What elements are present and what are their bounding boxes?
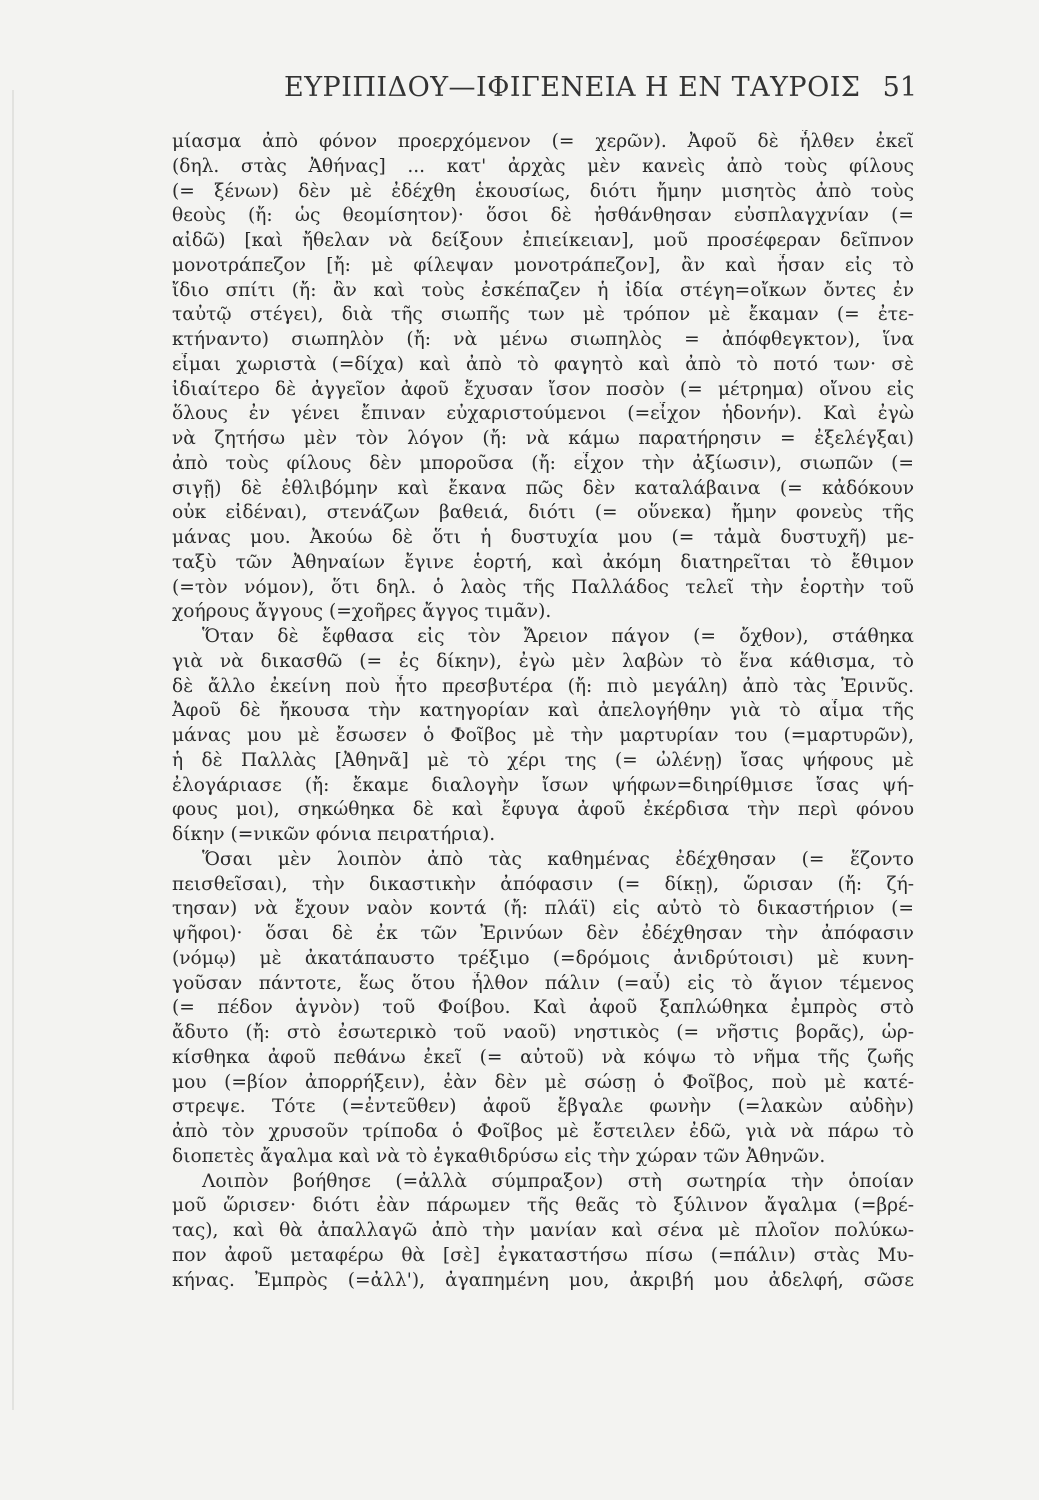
text-line: θεοὺς (ἤ: ὡς θεομίσητον)· ὅσοι δὲ ἠσθάνθησαν εὐσπλαγχνίαν (= bbox=[172, 205, 914, 227]
text-line: Ἀφοῦ δὲ ἤκουσα τὴν κατηγορίαν καὶ ἀπελογήθην γιὰ τὸ αἷμα τῆς bbox=[172, 700, 914, 722]
text-line: σιγῇ) δὲ ἐθλιβόμην καὶ ἔκανα πῶς δὲν καταλάβαινα (= κἀδόκουν bbox=[172, 477, 914, 499]
page-edge bbox=[12, 90, 14, 1410]
text-line: τας), καὶ θὰ ἀπαλλαγῶ ἀπὸ τὴν μανίαν καὶ σένα μὲ πλοῖον πολύκω- bbox=[172, 1220, 914, 1241]
text-line: μάνας μου. Ἀκούω δὲ ὅτι ἡ δυστυχία μου (= τἀμὰ δυστυχῆ) με- bbox=[172, 527, 914, 548]
text-line: μου (=βίον ἀπορρήξειν), ἐὰν δὲν μὲ σώσῃ ὁ Φοῖβος, ποὺ μὲ κατέ- bbox=[172, 1071, 914, 1093]
body-text bbox=[172, 130, 914, 1293]
text-line: τησαν) νὰ ἔχουν ναὸν κοντά (ἤ: πλάϊ) εἰς αὐτὸ τὸ δικαστήριον (= bbox=[172, 898, 914, 920]
text-line: ἄδυτο (ἤ: στὸ ἐσωτερικὸ τοῦ ναοῦ) νηστικὸς (= νῆστις βορᾶς), ὡρ- bbox=[172, 1022, 914, 1043]
text-line: πον ἀφοῦ μεταφέρω θὰ [σὲ] ἐγκαταστήσω πίσω (=πάλιν) στὰς Μυ- bbox=[172, 1244, 914, 1266]
text-line: (= πέδον ἁγνὸν) τοῦ Φοίβου. Καὶ ἀφοῦ ξαπλώθηκα ἐμπρὸς στὸ bbox=[172, 997, 914, 1019]
text-line: μάνας μου μὲ ἔσωσεν ὁ Φοῖβος μὲ τὴν μαρτυρίαν του (=μαρτυρῶν), bbox=[172, 725, 914, 746]
page-header bbox=[172, 72, 917, 112]
text-line: διοπετὲς ἄγαλμα καὶ νὰ τὸ ἐγκαθιδρύσω εἰς τὴν χώραν τῶν Ἀθηνῶν. bbox=[172, 1145, 826, 1167]
text-line: μονοτράπεζον [ἤ: μὲ φίλεψαν μονοτράπεζον], ἂν καὶ ἦσαν εἰς τὸ bbox=[172, 254, 914, 276]
text-line: Ὅσαι μὲν λοιπὸν ἀπὸ τὰς καθημένας ἐδέχθησαν (= ἕζοντο bbox=[202, 848, 914, 870]
text-line: εἶμαι χωριστὰ (=δίχα) καὶ ἀπὸ τὸ φαγητὸ καὶ ἀπὸ τὸ ποτό των· σὲ bbox=[172, 353, 914, 375]
text-line: χοήρους ἄγγους (=χοῆρες ἄγγος τιμᾶν). bbox=[172, 601, 552, 623]
text-line: ἀπὸ τοὺς φίλους δὲν μποροῦσα (ἤ: εἶχον τὴν ἀξίωσιν), σιωπῶν (= bbox=[172, 452, 914, 474]
text-line: στρεψε. Τότε (=ἐντεῦθεν) ἀφοῦ ἔβγαλε φωνὴν (=λακὼν αὐδὴν) bbox=[172, 1096, 914, 1118]
text-line: φους μοι), σηκώθηκα δὲ καὶ ἔφυγα ἀφοῦ ἐκέρδισα τὴν περὶ φόνου bbox=[172, 799, 914, 821]
text-line: (=τὸν νόμον), ὅτι δηλ. ὁ λαὸς τῆς Παλλάδος τελεῖ τὴν ἑορτὴν τοῦ bbox=[172, 576, 914, 598]
text-line: (δηλ. στὰς Ἀθήνας] ... κατ' ἀρχὰς μὲν κανεὶς ἀπὸ τοὺς φίλους bbox=[172, 155, 914, 177]
text-line: δίκην (=νικῶν φόνια πειρατήρια). bbox=[172, 824, 496, 845]
text-line: (νόμῳ) μὲ ἀκατάπαυστο τρέξιμο (=δρόμοις ἀνιδρύτοισι) μὲ κυνη- bbox=[172, 947, 914, 969]
text-line: κτήναντο) σιωπηλὸν (ἤ: νὰ μένω σιωπηλὸς = ἀπόφθεγκτον), ἵνα bbox=[172, 329, 914, 350]
text-line: γοῦσαν πάντοτε, ἕως ὅτου ἦλθον πάλιν (=αὖ) εἰς τὸ ἅγιον τέμενος bbox=[172, 972, 914, 994]
text-line: (= ξένων) δὲν μὲ ἐδέχθη ἑκουσίως, διότι ἤμην μισητὸς ἀπὸ τοὺς bbox=[172, 180, 914, 202]
text-line: ἀπὸ τὸν χρυσοῦν τρίποδα ὁ Φοῖβος μὲ ἔστειλεν ἐδῶ, γιὰ νὰ πάρω τὸ bbox=[172, 1121, 914, 1142]
text-line: Ὅταν δὲ ἔφθασα εἰς τὸν Ἄρειον πάγον (= ὄχθον), στάθηκα bbox=[202, 626, 914, 647]
text-line: οὐκ εἰδέναι), στενάζων βαθειά, διότι (= οὕνεκα) ἤμην φονεὺς τῆς bbox=[172, 502, 914, 524]
text-line: νὰ ζητήσω μὲν τὸν λόγον (ἤ: νὰ κάμω παρατήρησιν = ἐξελέγξαι) bbox=[172, 428, 914, 449]
text-line: ταὐτῷ στέγει), διὰ τῆς σιωπῆς των μὲ τρόπον μὲ ἔκαμαν (= ἐτε- bbox=[172, 304, 914, 326]
text-line: κήνας. Ἐμπρὸς (=ἀλλ'), ἀγαπημένη μου, ἀκριβή μου ἀδελφή, σῶσε bbox=[172, 1269, 914, 1291]
text-line: γιὰ νὰ δικασθῶ (= ἐς δίκην), ἐγὼ μὲν λαβὼν τὸ ἕνα κάθισμα, τὸ bbox=[172, 650, 914, 672]
text-line: ὅλους ἐν γένει ἔπιναν εὐχαριστούμενοι (=εἶχον ἡδονήν). Καὶ ἐγὼ bbox=[172, 403, 914, 425]
text-line: Λοιπὸν βοήθησε (=ἀλλὰ σύμπραξον) στὴ σωτηρία τὴν ὁποίαν bbox=[202, 1170, 914, 1192]
text-line: κίσθηκα ἀφοῦ πεθάνω ἐκεῖ (= αὐτοῦ) νὰ κόψω τὸ νῆμα τῆς ζωῆς bbox=[172, 1046, 914, 1068]
text-line: μίασμα ἀπὸ φόνον προερχόμενον (= χερῶν). Ἀφοῦ δὲ ἦλθεν ἐκεῖ bbox=[172, 131, 914, 152]
text-line: ἐλογάριασε (ἤ: ἔκαμε διαλογὴν ἴσων ψήφων=διηρίθμισε ἴσας ψή- bbox=[172, 774, 914, 796]
text-line: δὲ ἄλλο ἐκείνη ποὺ ἦτο πρεσβυτέρα (ἤ: πιὸ μεγάλη) ἀπὸ τὰς Ἐρινῦς. bbox=[172, 675, 914, 697]
text-line: ἰδιαίτερο δὲ ἀγγεῖον ἀφοῦ ἔχυσαν ἴσον ποσὸν (= μέτρημα) οἴνου εἰς bbox=[172, 378, 914, 400]
running-title: ΕΥΡΙΠΙΔΟΥ—ΙΦΙΓΕΝΕΙΑ Η ΕΝ ΤΑΥΡΟΙΣ bbox=[284, 72, 861, 103]
text-line: ταξὺ τῶν Ἀθηναίων ἔγινε ἑορτή, καὶ ἀκόμη διατηρεῖται τὸ ἔθιμον bbox=[172, 551, 914, 573]
text-line: αἰδῶ) [καὶ ἤθελαν νὰ δείξουν ἐπιείκειαν], μοῦ προσέφεραν δεῖπνον bbox=[172, 230, 914, 251]
text-line: ἴδιο σπίτι (ἤ: ἂν καὶ τοὺς ἐσκέπαζεν ἡ ἰδία στέγη=οἴκων ὄντες ἐν bbox=[172, 279, 914, 301]
text-line: ἡ δὲ Παλλὰς [Ἀθηνᾶ] μὲ τὸ χέρι της (= ὠλένῃ) ἴσας ψήφους μὲ bbox=[172, 749, 914, 771]
text-line: ψῆφοι)· ὅσαι δὲ ἐκ τῶν Ἐρινύων δὲν ἐδέχθησαν τὴν ἀπόφασιν bbox=[172, 923, 914, 944]
page-number: 51 bbox=[882, 72, 917, 103]
text-line: μοῦ ὥρισεν· διότι ἐὰν πάρωμεν τῆς θεᾶς τὸ ξύλινον ἄγαλμα (=βρέ- bbox=[172, 1195, 914, 1217]
text-line: πεισθεῖσαι), τὴν δικαστικὴν ἀπόφασιν (= δίκῃ), ὥρισαν (ἤ: ζή- bbox=[172, 873, 914, 895]
